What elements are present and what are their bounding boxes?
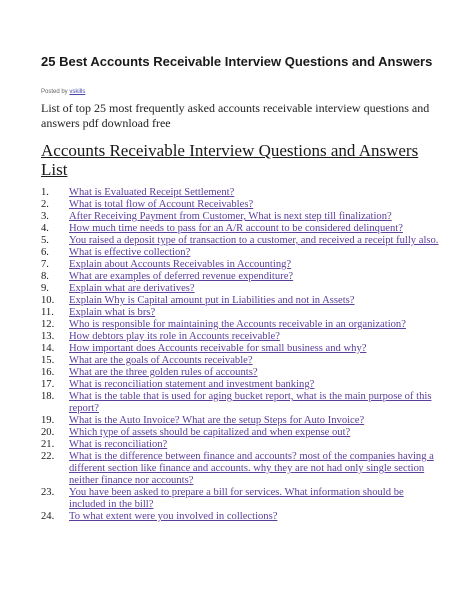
question-link[interactable]: What is Evaluated Receipt Settlement? [69, 187, 235, 198]
question-number: 9. [41, 283, 49, 294]
list-item [41, 331, 441, 343]
list-item [41, 307, 441, 319]
question-link[interactable]: What is effective collection? [69, 247, 191, 258]
list-item [41, 235, 441, 247]
posted-by-label: Posted by [41, 89, 68, 95]
question-number: 1. [41, 187, 49, 198]
question-number: 7. [41, 259, 49, 270]
list-item [41, 415, 441, 427]
question-link[interactable]: Explain what are derivatives? [69, 283, 195, 294]
list-item [41, 319, 441, 331]
question-number: 11. [41, 307, 54, 318]
list-item [41, 391, 441, 415]
author-link[interactable]: vskills [69, 89, 86, 95]
posted-by [41, 88, 85, 96]
question-link[interactable]: To what extent were you involved in collections? [69, 511, 278, 522]
question-link[interactable]: Explain Why is Capital amount put in Liabilities and not in Assets? [69, 295, 355, 306]
list-item [41, 199, 441, 211]
question-number: 24. [41, 511, 55, 522]
question-link[interactable]: After Receiving Payment from Customer, What is next step till finalization? [69, 211, 392, 222]
question-number: 21. [41, 439, 55, 450]
list-item [41, 223, 441, 235]
question-number: 4. [41, 223, 49, 234]
question-link[interactable]: How debtors play its role in Accounts receivable? [69, 331, 280, 342]
question-number: 12. [41, 319, 55, 330]
list-item [41, 487, 441, 511]
question-number: 5. [41, 235, 49, 246]
question-number: 14. [41, 343, 55, 354]
list-item [41, 211, 441, 223]
question-link[interactable]: What is total flow of Account Receivables? [69, 199, 254, 210]
question-list [41, 187, 441, 523]
list-item [41, 511, 441, 523]
question-link[interactable]: What are the three golden rules of accounts? [69, 367, 258, 378]
question-number: 16. [41, 367, 55, 378]
intro-text: List of top 25 most frequently asked accounts receivable interview questions and answers pdf download free [41, 101, 430, 130]
question-number: 8. [41, 271, 49, 282]
list-item [41, 343, 441, 355]
list-item [41, 379, 441, 391]
question-link[interactable]: You have been asked to prepare a bill for services. What information should be included in the bill? [69, 487, 404, 510]
list-item [41, 439, 441, 451]
question-number: 20. [41, 427, 55, 438]
list-item [41, 187, 441, 199]
question-number: 18. [41, 391, 55, 402]
list-item [41, 247, 441, 259]
question-link[interactable]: What is the table that is used for aging bucket report, what is the main purpose of this report? [69, 391, 432, 414]
question-link[interactable]: Explain about Accounts Receivables in Accounting? [69, 259, 292, 270]
question-link[interactable]: What are examples of deferred revenue expenditure? [69, 271, 294, 282]
question-number: 15. [41, 355, 55, 366]
list-item [41, 295, 441, 307]
list-item [41, 259, 441, 271]
question-link[interactable]: What is reconciliation statement and investment banking? [69, 379, 315, 390]
question-link[interactable]: What is the Auto Invoice? What are the setup Steps for Auto Invoice? [69, 415, 365, 426]
question-link[interactable]: What are the goals of Accounts receivable? [69, 355, 253, 366]
question-link[interactable]: What is reconciliation? [69, 439, 168, 450]
question-number: 23. [41, 487, 55, 498]
question-number: 10. [41, 295, 55, 306]
list-item [41, 355, 441, 367]
question-link[interactable]: How important does Accounts receivable for small business and why? [69, 343, 367, 354]
list-item [41, 451, 441, 487]
question-link[interactable]: You raised a deposit type of transaction to a customer, and received a receipt fully also. [69, 235, 439, 246]
question-link[interactable]: Who is responsible for maintaining the Accounts receivable in an organization? [69, 319, 406, 330]
list-item [41, 367, 441, 379]
list-heading: Accounts Receivable Interview Questions and Answers List [41, 141, 419, 179]
question-link[interactable]: Which type of assets should be capitalized and when expense out? [69, 427, 351, 438]
document-title: 25 Best Accounts Receivable Interview Questions and Answers [41, 54, 433, 69]
question-number: 3. [41, 211, 49, 222]
question-link[interactable]: Explain what is brs? [69, 307, 156, 318]
question-number: 6. [41, 247, 49, 258]
list-item [41, 283, 441, 295]
question-number: 22. [41, 451, 55, 462]
question-number: 17. [41, 379, 55, 390]
list-item [41, 427, 441, 439]
question-number: 19. [41, 415, 55, 426]
question-link[interactable]: How much time needs to pass for an A/R account to be considered delinquent? [69, 223, 403, 234]
question-number: 13. [41, 331, 55, 342]
question-number: 2. [41, 199, 49, 210]
list-item [41, 271, 441, 283]
question-link[interactable]: What is the difference between finance and accounts? most of the companies having a different section like finance and accounts. why they are not had only single section neither finance nor accounts? [69, 451, 434, 486]
